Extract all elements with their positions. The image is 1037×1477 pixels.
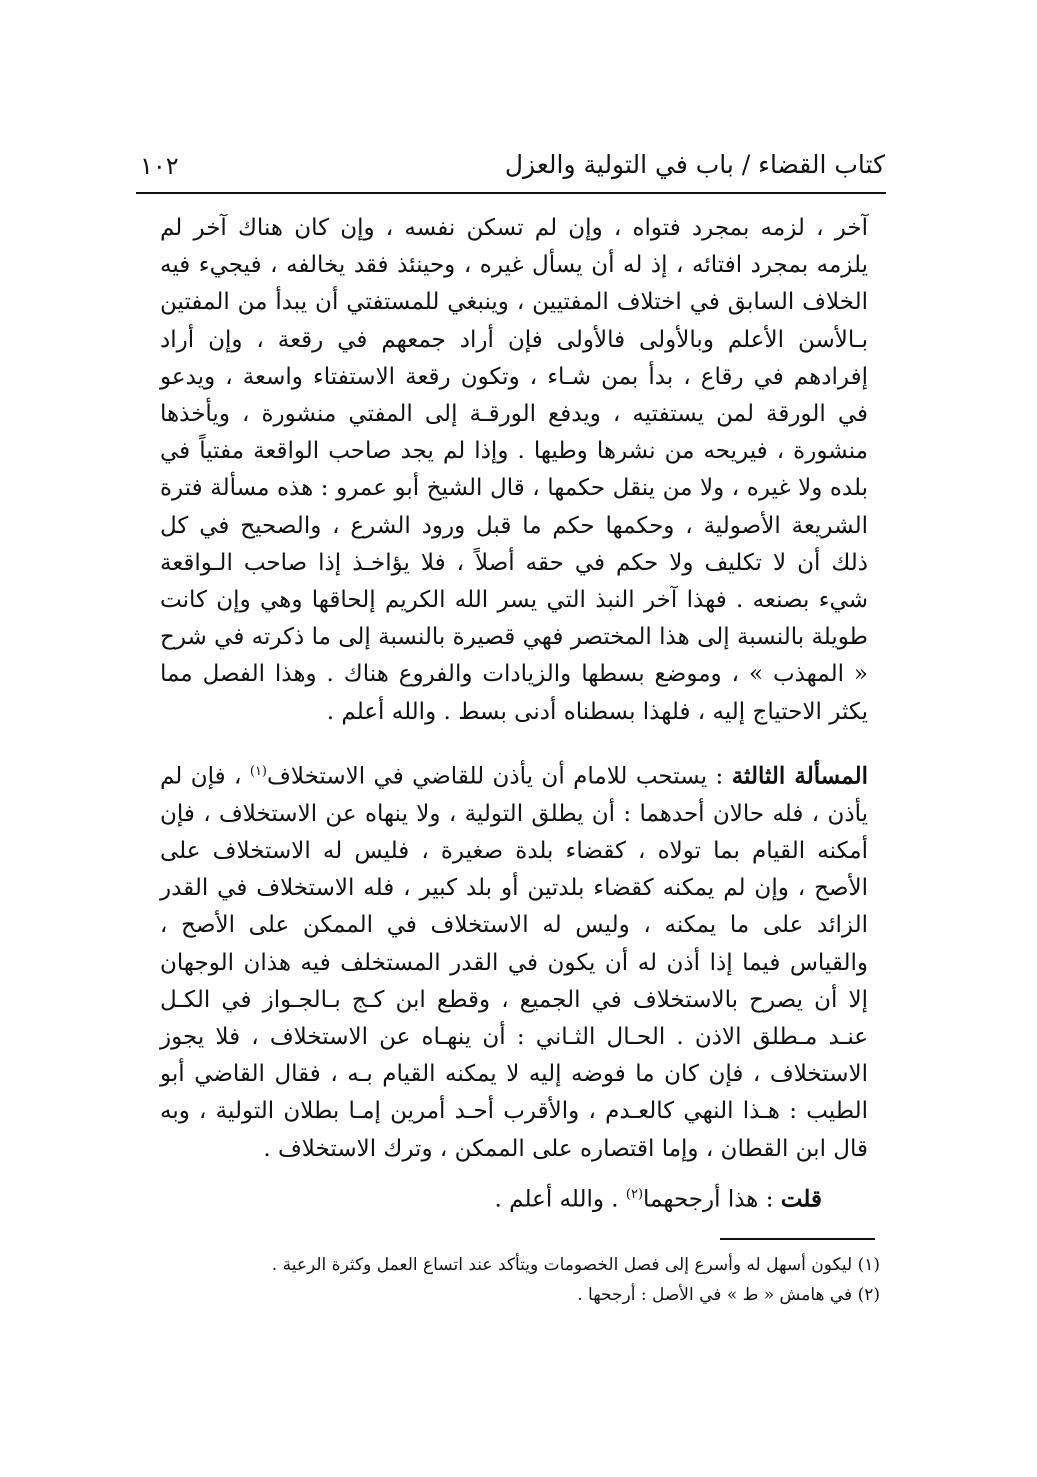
footnote-rule bbox=[720, 1238, 875, 1240]
footnote-marker-1: (١) bbox=[249, 763, 267, 779]
paragraph-1: آخر ، لزمه بمجرد فتواه ، وإن لم تسكن نفسه ، وإن كان هناك آخر لم يلزمه بمجرد افتائه ، إذ له أن يسأل غيره ، وحينئذ فقد يخالفه ، فيجيء فيه الخلاف السابق في اختلاف المفتيين ، وينبغي للمستفتي أن يبدأ من المفتين بـالأسن الأعلم وبالأولى فالأولى فإن أراد جمعهم في رقعة ، وإن أراد إفرادهم في رقاع ، بدأ بمن شـاء ، وتكون رقعة الاستفتاء واسعة ، ويدعو في الورقة لمن يستفتيه ، ويدفع الورقـة إلى المفتي منشورة ، ويأخذها منشورة ، فيريحه من نشرها وطيها . وإذا لم يجد صاحب الواقعة مفتياً في بلده ولا غيره ، ولا من ينقل حكمها ، قال الشيخ أبو عمرو : هذه مسألة فترة الشريعة الأصولية ، وحكمها حكم ما قبل ورود الشرع ، والصحيح في كل ذلك أن لا تكليف ولا حكم في حقه أصلاً ، فلا يؤاخـذ إذا صاحب الـواقعة شيء بصنعه . فهذا آخر النبذ التي يسر الله الكريم إلحاقها وهي وإن كانت طويلة بالنسبة إلى هذا المختصر فهي قصيرة بالنسبة إلى ما ذكرته في شرح « المهذب » ، وموضع بسطها والزيادات والفروع هناك . وهذا الفصل مما يكثر الاحتياج إليه ، فلهذا بسطناه أدنى بسط . والله أعلم . bbox=[160, 215, 868, 725]
footnotes bbox=[230, 1250, 880, 1310]
main-text bbox=[160, 210, 868, 1219]
qultu-heading: قلت bbox=[780, 1185, 822, 1213]
paragraph-3-end: . والله أعلم . bbox=[494, 1186, 626, 1213]
header-title: كتاب القضاء / باب في التولية والعزل bbox=[504, 150, 885, 179]
paragraph-3 bbox=[160, 1176, 868, 1219]
paragraph-2 bbox=[160, 753, 868, 1168]
header-rule bbox=[136, 192, 886, 194]
footnote-2: (٢) في هامش « ط » في الأصل : أرجحها . bbox=[577, 1285, 880, 1305]
footnote-1: (١) ليكون أسهل له وأسرع إلى فصل الخصومات ويتأكد عند اتساع العمل وكثرة الرعية . bbox=[271, 1255, 880, 1275]
paragraph-3-text: : هذا أرجحهما bbox=[643, 1186, 781, 1213]
section-heading: المسألة الثالثة bbox=[731, 762, 868, 790]
page-number: ١٠٢ bbox=[140, 152, 179, 180]
paragraph-2-text: ، فإن لم يأذن ، فله حالان أحدهما : أن يطلق التولية ، ولا ينهاه عن الاستخلاف ، فإن أمكنه القيام بما تولاه ، كقضاء بلدة صغيرة ، فليس له الاستخلاف على الأصح ، وإن لم يمكنه كقضاء بلدتين أو بلد كبير ، فله الاستخلاف في القدر الزائد على ما يمكنه ، وليس له الاستخلاف في الممكن على الأصح ، والقياس فيما إذا أذن له أن يكون في القدر المستخلف فيه هذان الوجهان إلا أن يصرح بالاستخلاف في الجميع ، وقطع ابن كـج بـالجـواز في الكـل عنـد مـطلق الاذن . الحـال الثـاني : أن ينهـاه عن الاستخلاف ، فلا يجوز الاستخلاف ، فإن كان ما فوضه إليه لا يمكنه القيام بـه ، فقال القاضي أبو الطيب : هـذا النهي كالعـدم ، والأقرب أحـد أمرين إمـا بطلان التولية ، وبه قال ابن القطان ، وإما اقتصاره على الممكن ، وترك الاستخلاف . bbox=[160, 763, 868, 1162]
footnote-marker-2: (٢) bbox=[625, 1186, 644, 1202]
running-header bbox=[140, 146, 885, 192]
paragraph-2-intro: : يستحب للامام أن يأذن للقاضي في الاستخلاف bbox=[267, 763, 732, 790]
